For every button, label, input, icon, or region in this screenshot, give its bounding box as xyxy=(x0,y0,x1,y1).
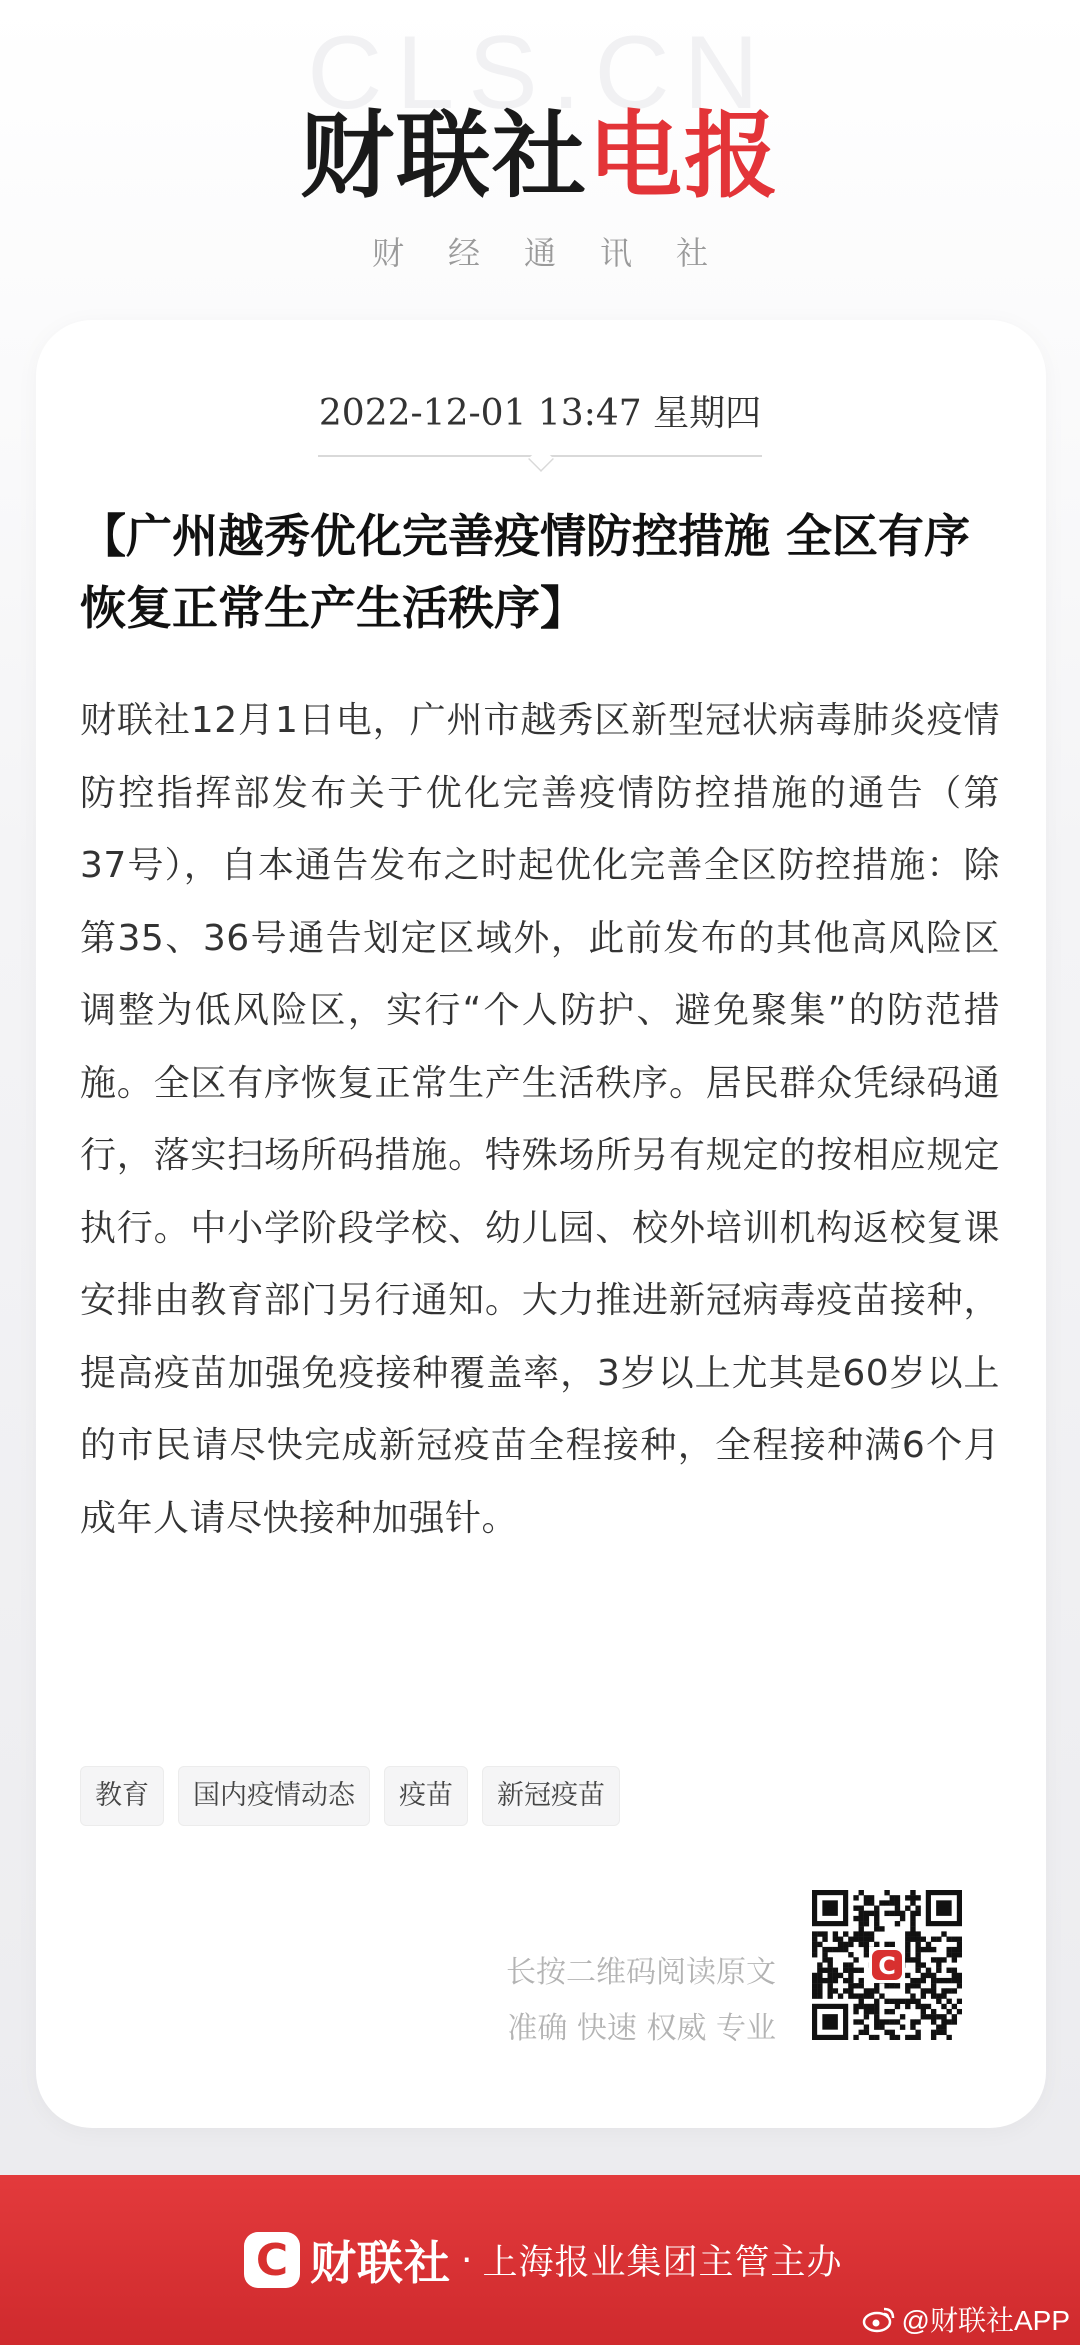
footer-publisher: 上海报业集团主管主办 xyxy=(482,2243,843,2283)
qr-caption xyxy=(506,1945,776,2057)
brand-name: 财联社 xyxy=(299,102,588,211)
tag-education[interactable]: 教育 xyxy=(80,1766,164,1826)
footer-brand: 财联社 xyxy=(310,2236,451,2290)
header-watermark: CLS.CN xyxy=(307,15,773,131)
qr-center-logo: C xyxy=(878,1952,896,1980)
qr-code-graphic xyxy=(812,1890,962,2040)
weibo-icon xyxy=(862,2305,896,2333)
brand-slogan: 财经通讯社 xyxy=(371,234,752,272)
tag-vaccine[interactable]: 疫苗 xyxy=(384,1766,468,1826)
footer-bar xyxy=(0,2175,1080,2345)
qr-caption-line2: 准确 快速 权威 专业 xyxy=(507,2011,776,2046)
cls-logo-icon: C xyxy=(244,2232,300,2288)
weibo-handle: @财联社APP xyxy=(901,2305,1070,2336)
article-body: 财联社12月1日电，广州市越秀区新型冠状病毒肺炎疫情防控指挥部发布关于优化完善疫情防控措施的通告（第37号），自本通告发布之时起优化完善全区防控措施：除第35、36号通告划定区域外，此前发布的其他高风险区调整为低风险区，实行“个人防护、避免聚集”的防范措施。全区有序恢复正常生产生活秩序。居民群众凭绿码通行，落实扫场所码措施。特殊场所另有规定的按相应规定执行。中小学阶段学校、幼儿园、校外培训机构返校复课安排由教育部门另行通知。大力推进新冠病毒疫苗接种，提高疫苗加强免疫接种覆盖率，3岁以上尤其是60岁以上的市民请尽快完成新冠疫苗全程接种，全程接种满6个月成年人请尽快接种加强针。 xyxy=(80,700,1000,1539)
tag-domestic-epidemic[interactable]: 国内疫情动态 xyxy=(178,1766,370,1826)
tag-list xyxy=(80,1766,620,1826)
weibo-watermark xyxy=(862,2299,1070,2339)
footer-separator: · xyxy=(461,2239,473,2281)
brand-telegraph: 电报 xyxy=(588,102,781,211)
brand-logo xyxy=(0,102,1080,211)
footer-branding xyxy=(244,2227,842,2293)
qr-code-icon[interactable] xyxy=(812,1890,962,2040)
article-headline: 【广州越秀优化完善疫情防控措施 全区有序恢复正常生产生活秩序】 xyxy=(80,509,971,635)
qr-caption-line1: 长按二维码阅读原文 xyxy=(506,1955,776,1990)
tag-covid-vaccine[interactable]: 新冠疫苗 xyxy=(482,1766,620,1826)
article-datetime: 2022-12-01 13:47 星期四 xyxy=(318,393,762,434)
